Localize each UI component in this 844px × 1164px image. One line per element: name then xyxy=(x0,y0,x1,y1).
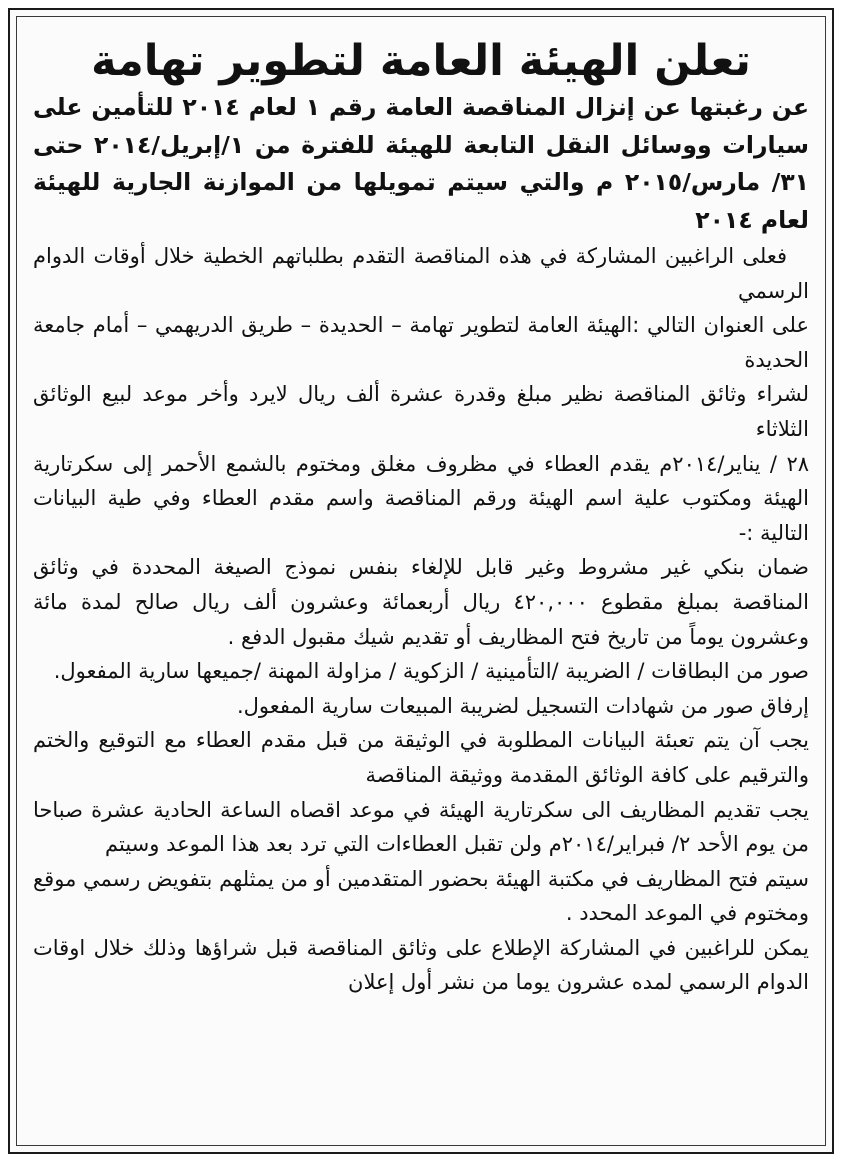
paragraph-deadline: يجب تقديم المظاريف الى سكرتارية الهيئة في موعد اقصاه الساعة الحادية عشرة صباحا من يوم الأحد ٢/ فبراير/٢٠١٤م ولن تقبل العطاءات التي ترد بعد هذا الموعد وسيتم xyxy=(33,797,809,857)
announcement-box xyxy=(16,16,826,1146)
announcement-lead: عن رغبتها عن إنزال المناقصة العامة رقم ١ لعام ٢٠١٤ للتأمين على سيارات ووسائل النقل التابعة للهيئة للفترة من ١/إبريل/٢٠١٤ حتى ٣١/ مارس/٢٠١٥ م والتي سيتم تمويلها من الموازنة الجارية للهيئة لعام ٢٠١٤ xyxy=(33,93,810,234)
paragraph-documents-purchase: لشراء وثائق المناقصة نظير مبلغ وقدرة عشرة ألف ريال لايرد وأخر موعد لبيع الوثائق الثلاثاء xyxy=(33,382,809,441)
paragraph-review: يمكن للراغبين في المشاركة الإطلاع على وثائق المناقصة قبل شراؤها وذلك خلال اوقات الدوام الرسمي لمده عشرون يوما من نشر أول إعلان xyxy=(33,935,809,995)
newspaper-clipping xyxy=(8,8,834,1154)
paragraph-submission: فعلى الراغبين المشاركة في هذه المناقصة التقدم بطلباتهم الخطية خلال أوقات الدوام الرسمي xyxy=(33,244,809,303)
paragraph-opening: سيتم فتح المظاريف في مكتبة الهيئة بحضور المتقدمين أو من يمثلهم بتفويض رسمي موقع ومختوم في الموعد المحدد . xyxy=(33,866,809,926)
paragraph-bid-envelope: ٢٨ / يناير/٢٠١٤م يقدم العطاء في مظروف مغلق ومختوم بالشمع الأحمر إلى سكرتارية الهيئة ومكتوب علية اسم الهيئة ورقم المناقصة واسم مقدم العطاء وفي طية البيانات التالية :- xyxy=(33,451,809,545)
paragraph-cards-copies: صور من البطاقات / الضريبة /التأمينية / الزكوية / مزاولة المهنة /جميعها سارية المفعول. xyxy=(53,659,809,684)
paragraph-address: على العنوان التالي :الهيئة العامة لتطوير تهامة – الحديدة – طريق الدريهمي – أمام جامعة الحديدة xyxy=(33,313,809,372)
paragraph-bank-guarantee: ضمان بنكي غير مشروط وغير قابل للإلغاء بنفس نموذج الصيغة المحددة في وثائق المناقصة بمبلغ مقطوع ٤٢٠,٠٠٠ ريال أربعمائة وعشرون ألف ريال صالح لمدة مائة وعشرون يوماً من تاريخ فتح المظاريف أو تقديم شيك مقبول الدفع . xyxy=(33,555,809,649)
paragraph-sales-tax: إرفاق صور من شهادات التسجيل لضريبة المبيعات سارية المفعول. xyxy=(236,693,809,718)
announcement-title: تعلن الهيئة العامة لتطوير تهامة xyxy=(91,36,751,86)
paragraph-fill-documents: يجب آن يتم تعبئة البيانات المطلوبة في الوثيقة من قبل مقدم العطاء مع التوقيع والختم والترقيم على كافة الوثائق المقدمة ووثيقة المناقصة xyxy=(33,728,809,787)
